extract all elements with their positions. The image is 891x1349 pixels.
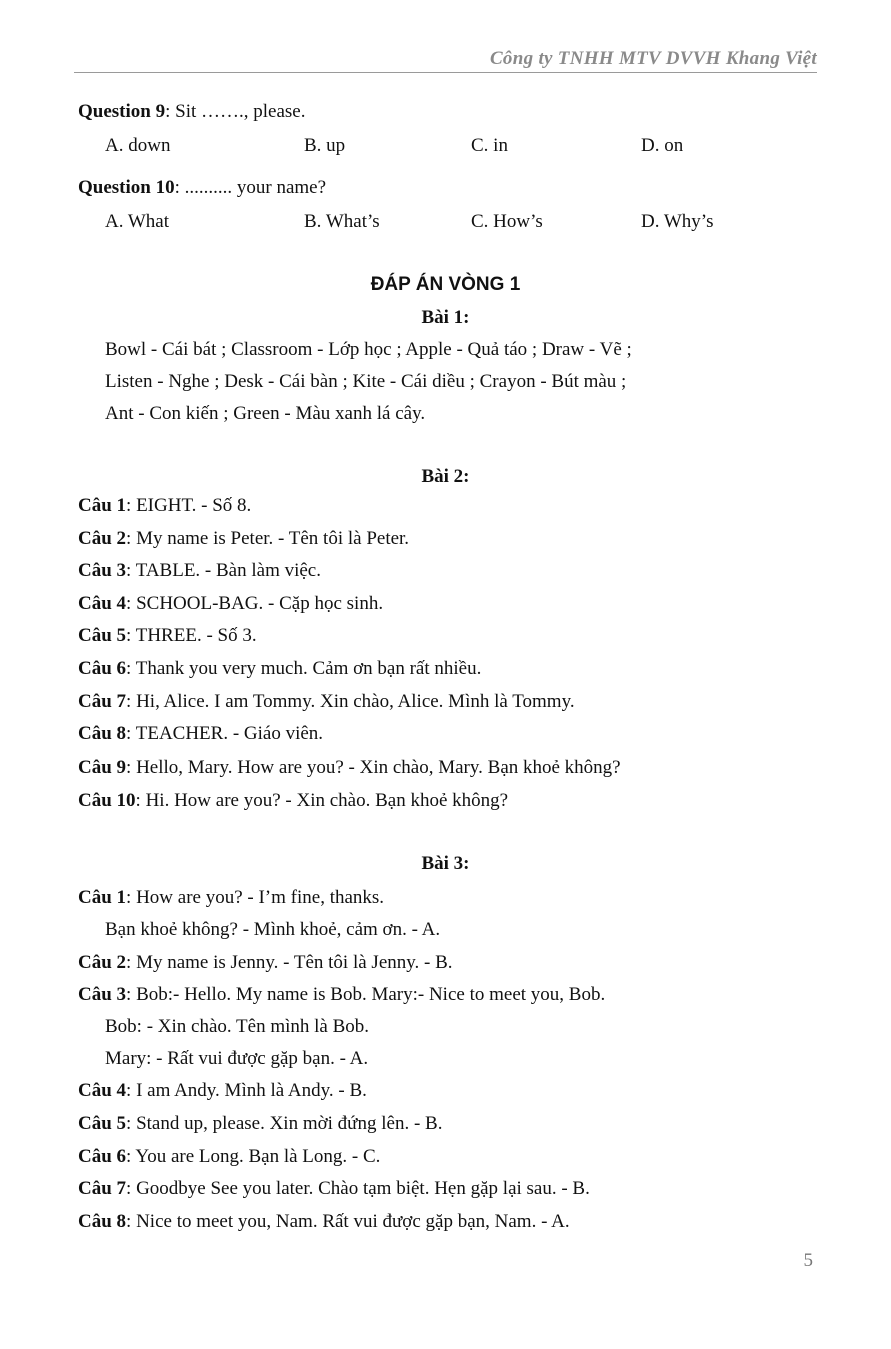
bai2-item-1 xyxy=(78,495,251,517)
item-label: Câu 7 xyxy=(78,1178,127,1199)
option-b: B. up xyxy=(304,135,346,156)
bai3-item-6 xyxy=(78,1146,380,1168)
item-text: : You are Long. Bạn là Long. - C. xyxy=(126,1146,381,1167)
header-company: Công ty TNHH MTV DVVH Khang Việt xyxy=(489,48,817,69)
item-text: : Hi. How are you? - Xin chào. Bạn khoẻ không? xyxy=(135,790,509,811)
item-label: Câu 10 xyxy=(78,790,136,811)
option-a: A. What xyxy=(105,211,170,232)
question-text: : .......... your name? xyxy=(174,177,327,198)
item-text: : Nice to meet you, Nam. Rất vui được gặp bạn, Nam. - A. xyxy=(126,1211,570,1232)
bai2-item-2 xyxy=(78,528,409,550)
bai2-item-8 xyxy=(78,723,323,745)
bai3-item-8 xyxy=(78,1211,570,1233)
bai3-item-2 xyxy=(78,952,453,974)
item-label: Câu 9 xyxy=(78,757,127,778)
bai3-item-3-cont: Mary: - Rất vui được gặp bạn. - A. xyxy=(105,1048,369,1069)
item-label: Câu 5 xyxy=(78,1113,127,1134)
bai3-item-3-cont: Bob: - Xin chào. Tên mình là Bob. xyxy=(105,1016,370,1037)
bai2-item-9 xyxy=(78,757,621,779)
item-text: : TEACHER. - Giáo viên. xyxy=(126,723,324,744)
item-label: Câu 7 xyxy=(78,691,127,712)
item-text: : Bob:- Hello. My name is Bob. Mary:- Nice to meet you, Bob. xyxy=(126,984,606,1005)
item-label: Câu 6 xyxy=(78,1146,127,1167)
item-text: : Stand up, please. Xin mời đứng lên. - B. xyxy=(126,1113,443,1134)
item-label: Câu 3 xyxy=(78,560,127,581)
item-text: : Hello, Mary. How are you? - Xin chào, Mary. Bạn khoẻ không? xyxy=(126,757,621,778)
bai2-item-5 xyxy=(78,625,257,647)
item-label: Câu 1 xyxy=(78,887,127,908)
item-label: Câu 6 xyxy=(78,658,127,679)
bai2-item-4 xyxy=(78,593,383,615)
bai3-item-5 xyxy=(78,1113,442,1135)
question-10 xyxy=(78,177,326,199)
bai3-item-7 xyxy=(78,1178,590,1200)
question-label: Question 10 xyxy=(78,177,175,198)
item-text: : My name is Jenny. - Tên tôi là Jenny. - B. xyxy=(126,952,453,973)
item-label: Câu 4 xyxy=(78,1080,127,1101)
item-text: : SCHOOL-BAG. - Cặp học sinh. xyxy=(126,593,384,614)
question-text: : Sit ……., please. xyxy=(165,101,306,122)
item-text: : THREE. - Số 3. xyxy=(126,625,257,646)
option-c: C. How’s xyxy=(471,211,543,232)
item-text: : EIGHT. - Số 8. xyxy=(126,495,252,516)
item-text: : Thank you very much. Cảm ơn bạn rất nhiều. xyxy=(126,658,482,679)
bai2-item-3 xyxy=(78,560,321,582)
bai2-item-7 xyxy=(78,691,575,713)
item-label: Câu 4 xyxy=(78,593,127,614)
item-label: Câu 1 xyxy=(78,495,127,516)
item-text: : My name is Peter. - Tên tôi là Peter. xyxy=(126,528,410,549)
item-label: Câu 5 xyxy=(78,625,127,646)
item-text: : Hi, Alice. I am Tommy. Xin chào, Alice. Mình là Tommy. xyxy=(126,691,575,712)
option-c: C. in xyxy=(471,135,508,156)
item-label: Câu 2 xyxy=(78,952,127,973)
answer-title: ĐÁP ÁN VÒNG 1 xyxy=(370,274,521,295)
bai2-item-6 xyxy=(78,658,481,680)
bai2-heading: Bài 2: xyxy=(421,466,470,487)
bai3-item-3 xyxy=(78,984,605,1006)
item-text: : Goodbye See you later. Chào tạm biệt. Hẹn gặp lại sau. - B. xyxy=(126,1178,590,1199)
bai3-item-1 xyxy=(78,887,384,909)
option-d: D. Why’s xyxy=(641,211,714,232)
bai1-line: Bowl - Cái bát ; Classroom - Lớp học ; Apple - Quả táo ; Draw - Vẽ ; xyxy=(105,339,632,360)
option-b: B. What’s xyxy=(304,211,380,232)
bai3-heading: Bài 3: xyxy=(421,853,470,874)
bai3-item-4 xyxy=(78,1080,367,1102)
question-9 xyxy=(78,101,306,123)
item-label: Câu 2 xyxy=(78,528,127,549)
option-d: D. on xyxy=(641,135,684,156)
bai1-heading: Bài 1: xyxy=(421,307,470,328)
bai3-item-1-cont: Bạn khoẻ không? - Mình khoẻ, cảm ơn. - A. xyxy=(105,919,441,940)
item-label: Câu 3 xyxy=(78,984,127,1005)
bai2-item-10 xyxy=(78,790,508,812)
bai1-line: Listen - Nghe ; Desk - Cái bàn ; Kite - Cái diều ; Crayon - Bút màu ; xyxy=(105,371,627,392)
item-label: Câu 8 xyxy=(78,1211,127,1232)
option-a: A. down xyxy=(105,135,171,156)
item-text: : TABLE. - Bàn làm việc. xyxy=(126,560,321,581)
item-text: : How are you? - I’m fine, thanks. xyxy=(126,887,385,908)
item-text: : I am Andy. Mình là Andy. - B. xyxy=(126,1080,367,1101)
page-number: 5 xyxy=(803,1250,813,1271)
question-label: Question 9 xyxy=(78,101,166,122)
item-label: Câu 8 xyxy=(78,723,127,744)
bai1-line: Ant - Con kiến ; Green - Màu xanh lá cây. xyxy=(105,403,426,424)
page-header xyxy=(74,44,817,73)
